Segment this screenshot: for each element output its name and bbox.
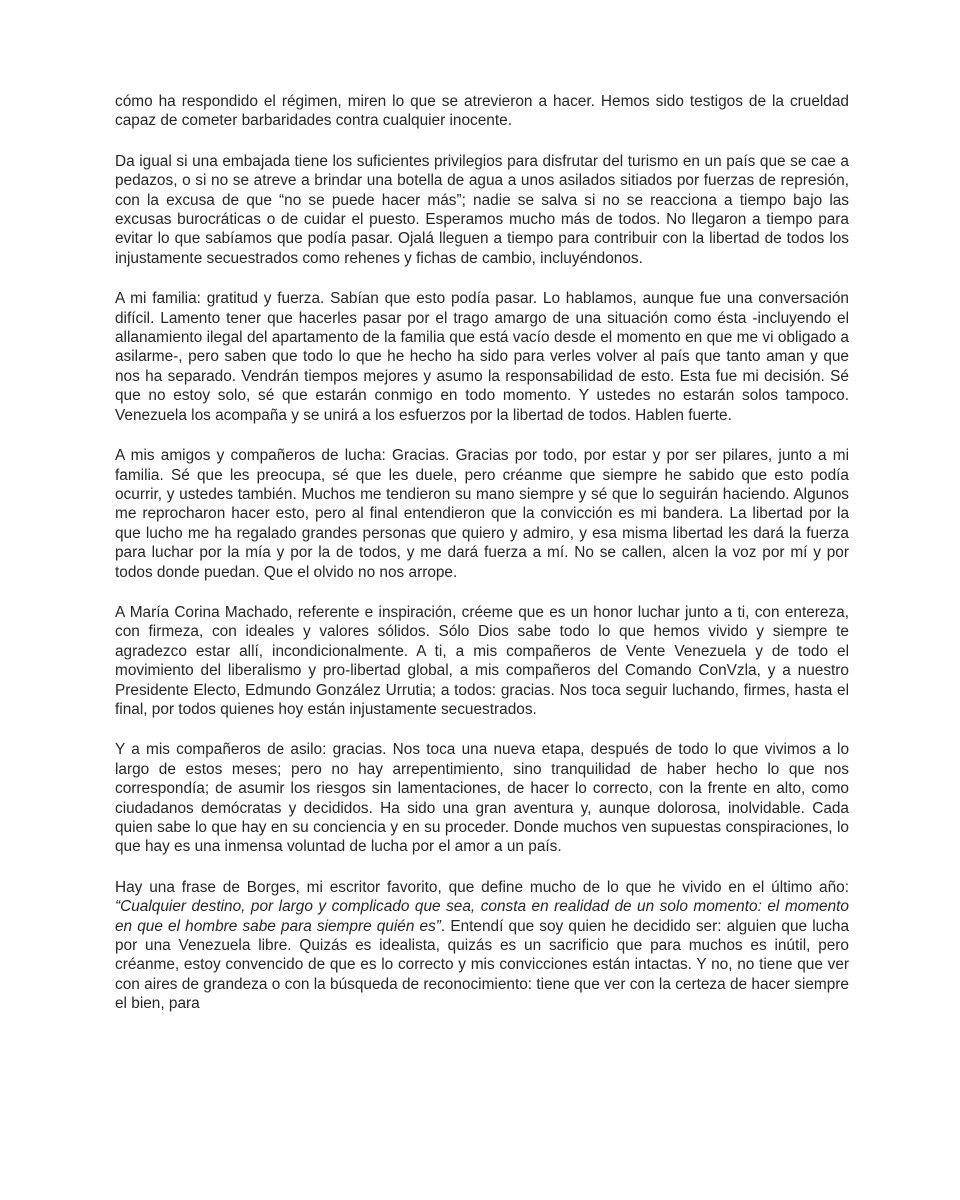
paragraph-friends: A mis amigos y compañeros de lucha: Gracias. Gracias por todo, por estar y por ser pilares, junto a mi familia. Sé que les preocupa, sé que les duele, pero créanme que siempre he sabido que esto podía ocurrir, y ustedes también. Muchos me tendieron su mano siempre y sé que lo seguirán haciendo. Algunos me reprocharon hacer esto, pero al final entendieron que la convicción es mi bandera. La libertad por la que lucho me ha regalado grandes personas que quiero y admiro, y esa misma libertad les dará la fuerza para luchar por la mía y por la de todos, y me dará fuerza a mí. No se callen, alcen la voz por mí y por todos donde puedan. Que el olvido no nos arrope. <box>115 447 849 581</box>
paragraph-regime-cruelty: cómo ha respondido el régimen, miren lo que se atrevieron a hacer. Hemos sido testigos de la crueldad capaz de cometer barbaridades contra cualquier inocente. <box>115 93 849 130</box>
paragraph-maria-corina: A María Corina Machado, referente e inspiración, créeme que es un honor luchar junto a ti, con entereza, con firmeza, con ideales y valores sólidos. Sólo Dios sabe todo lo que hemos vivido y siempre te agradezco estar allí, incondicionalmente. A ti, a mis compañeros de Vente Venezuela y de todo el movimiento del liberalismo y pro-libertad global, a mis compañeros del Comando ConVzla, y a nuestro Presidente Electo, Edmundo González Urrutia; a todos: gracias. Nos toca seguir luchando, firmes, hasta el final, por todos quienes hoy están injustamente secuestrados. <box>115 603 849 718</box>
borges-intro-text: Hay una frase de Borges, mi escritor favorito, que define mucho de lo que he vivido en el último año: <box>115 878 849 896</box>
paragraph-family: A mi familia: gratitud y fuerza. Sabían que esto podía pasar. Lo hablamos, aunque fue una conversación difícil. Lamento tener que hacerles pasar por el trago amargo de una situación como ésta -incluyendo el allanamiento ilegal del apartamento de la familia que está vacío desde el momento en que me vi obligado a asilarme-, pero saben que todo lo que he hecho ha sido para verles volver al país que tanto aman y que nos ha separado. Vendrán tiempos mejores y asumo la responsabilidad de esto. Esta fue mi decisión. Sé que no estoy solo, sé que estarán conmigo en todo momento. Y ustedes no estarán solos tampoco. Venezuela los acompaña y se unirá a los esfuerzos por la libertad de todos. Hablen fuerte. <box>115 290 849 424</box>
borges-quote: “Cualquier destino, por largo y complicado que sea, consta en realidad de un solo momento: el momento en que el hombre sabe para siempre quién es” <box>115 898 849 935</box>
paragraph-embassy: Da igual si una embajada tiene los suficientes privilegios para disfrutar del turismo en un país que se cae a pedazos, o si no se atreve a brindar una botella de agua a unos asilados sitiados por fuerzas de represión, con la excusa de que “no se puede hacer más”; nadie se salva si no se reacciona a tiempo bajo las excusas burocráticas o de cuidar el puesto. Esperamos mucho más de todos. No llegaron a tiempo para evitar lo que sabíamos que podía pasar. Ojalá lleguen a tiempo para contribuir con la libertad de todos los injustamente secuestrados como rehenes y fichas de cambio, incluyéndonos. <box>115 152 849 267</box>
paragraph-asylum-companions: Y a mis compañeros de asilo: gracias. Nos toca una nueva etapa, después de todo lo que vivimos a lo largo de estos meses; pero no hay arrepentimiento, sino tranquilidad de haber hecho lo que nos correspondía; de asumir los riesgos sin lamentaciones, de hacer lo correcto, con la frente en alto, como ciudadanos demócratas y decididos. Ha sido una gran aventura y, aunque dolorosa, inolvidable. Cada quien sabe lo que hay en su conciencia y en su proceder. Donde muchos ven supuestas conspiraciones, lo que hay es una inmensa voluntad de lucha por el amor a un país. <box>115 741 849 856</box>
borges-continuation-text: . Entendí que soy quien he decidido ser: alguien que lucha por una Venezuela libre. Quizás es idealista, quizás es un sacrificio que para muchos es inútil, pero créanme, estoy convencido de que es lo correcto y mis convicciones están intactas. Y no, no tiene que ver con aires de grandeza o con la búsqueda de reconocimiento: tiene que ver con la certeza de hacer siempre el bien, para <box>115 917 850 1013</box>
document-page <box>115 92 849 1014</box>
paragraph-borges <box>115 878 849 1014</box>
